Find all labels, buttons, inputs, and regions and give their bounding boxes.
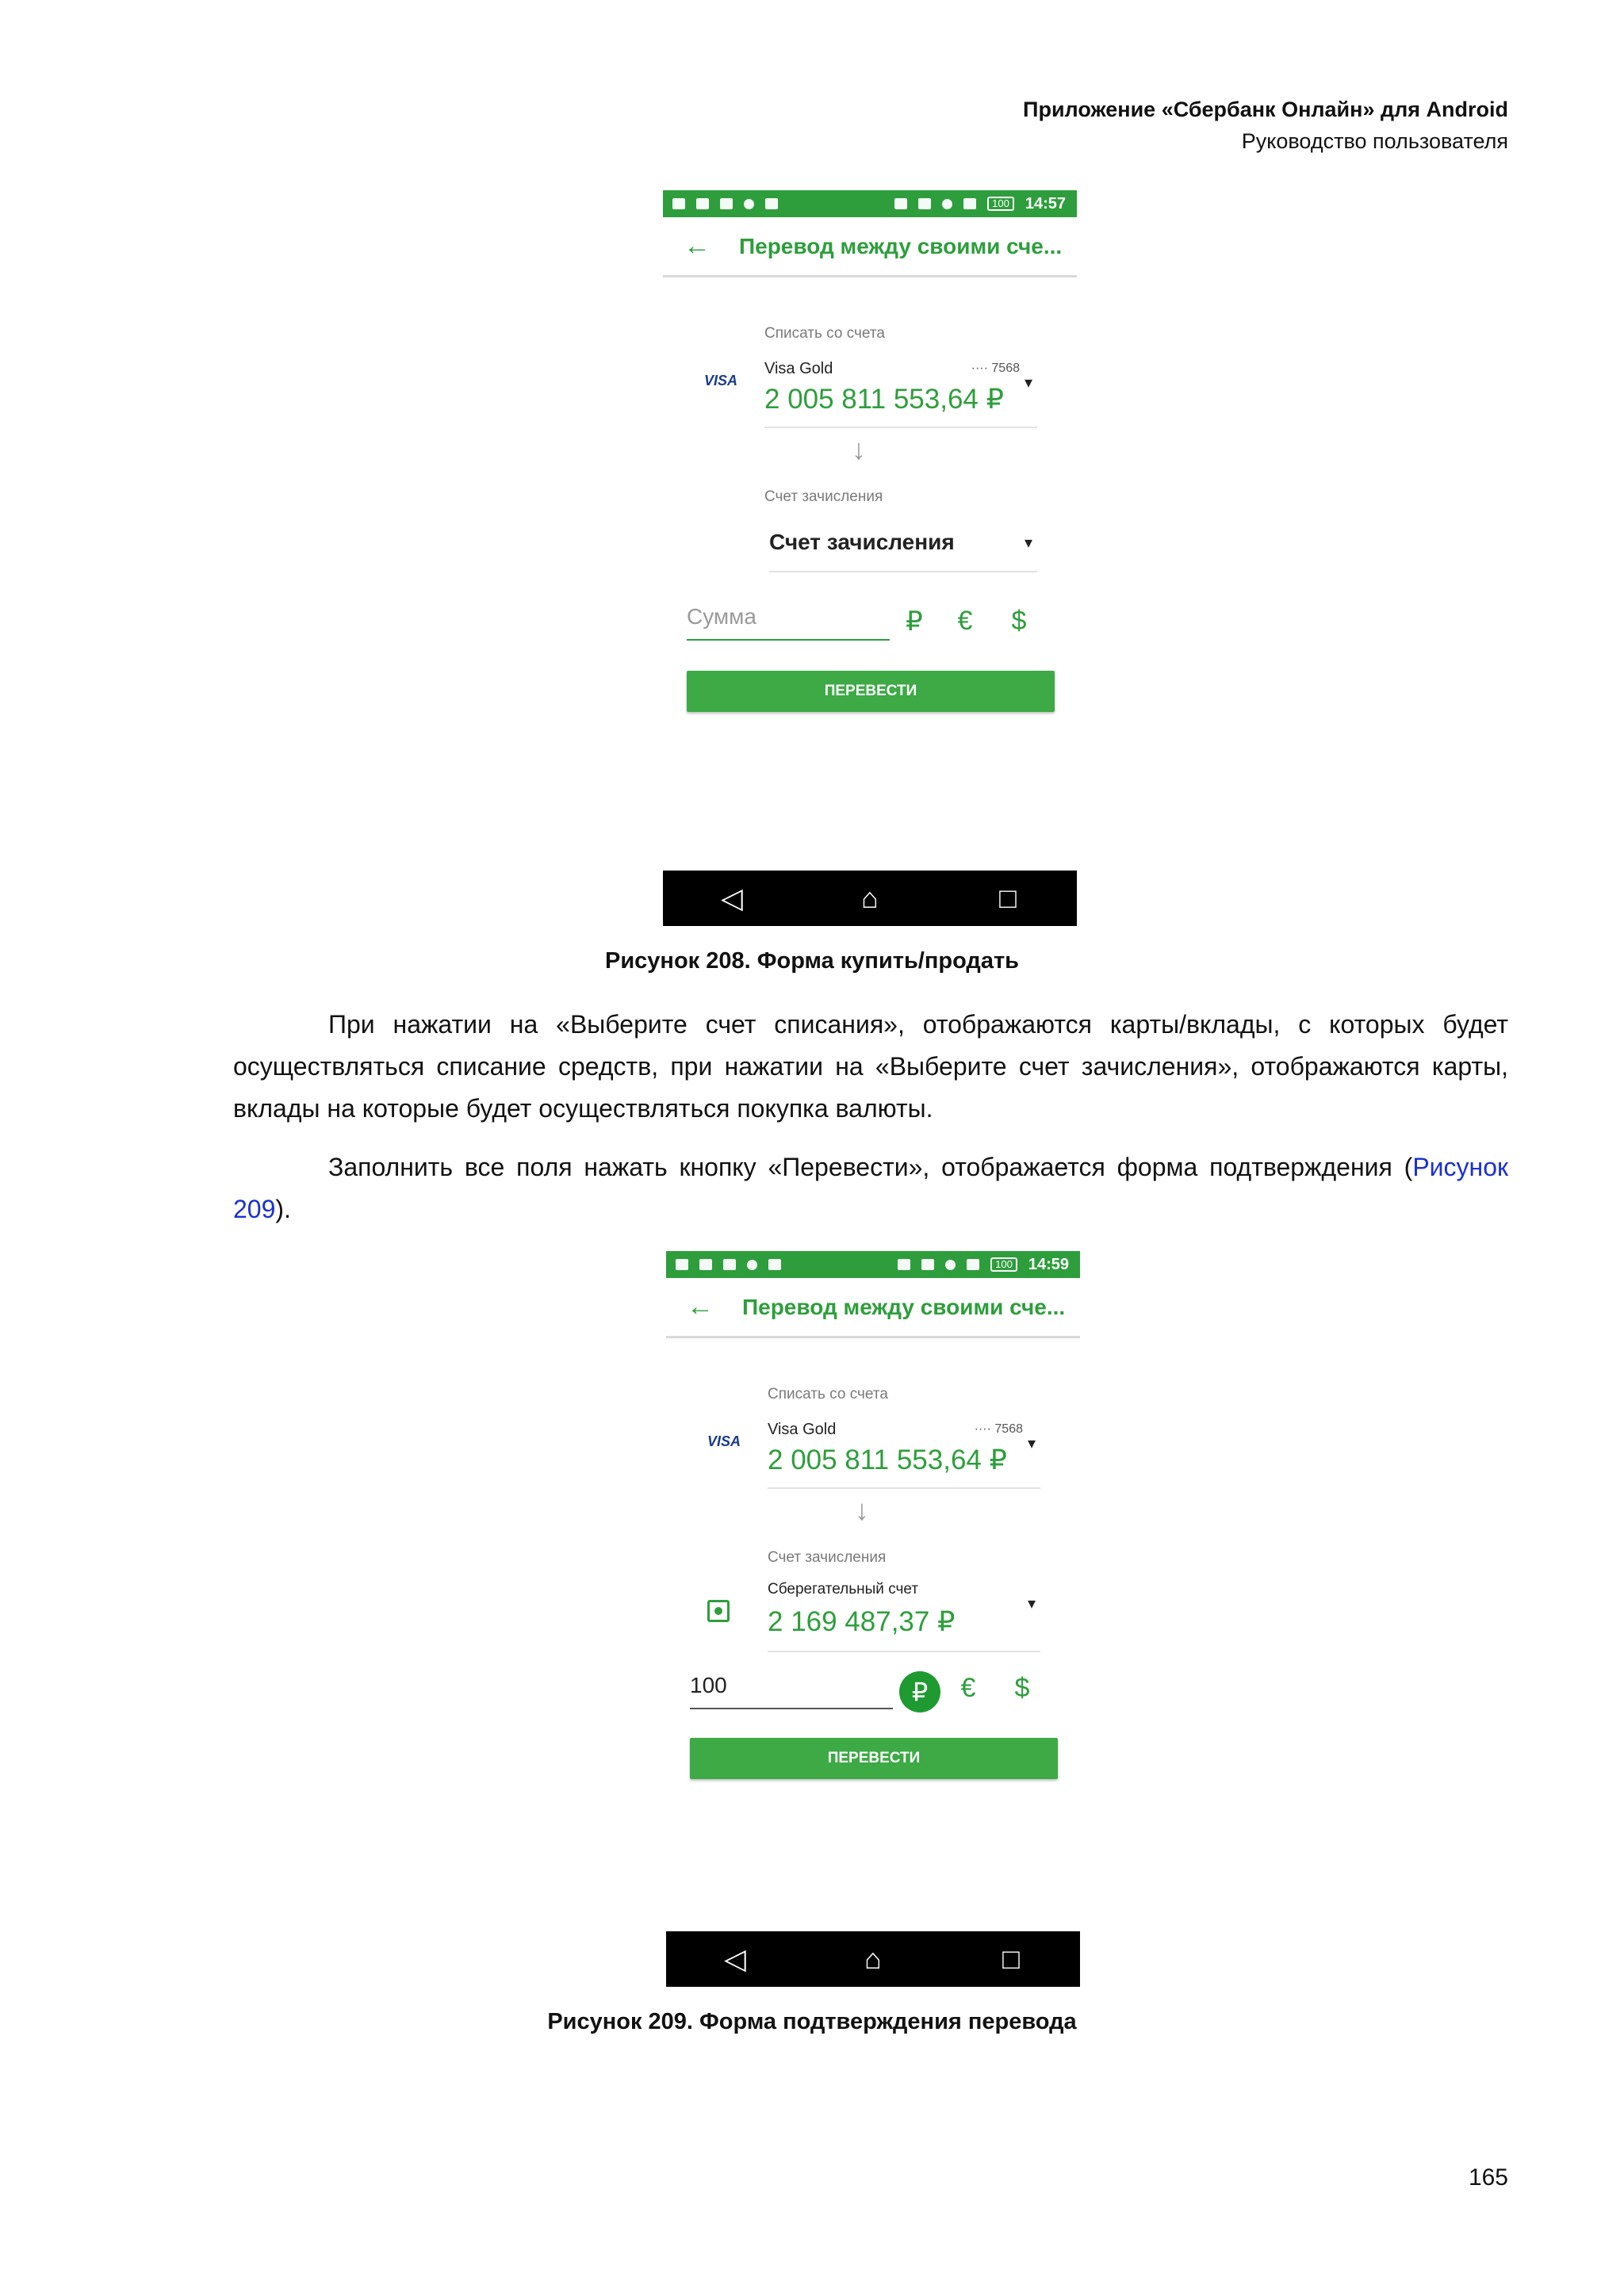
card-icon [765, 198, 778, 209]
transfer-button[interactable]: ПЕРЕВЕСТИ [687, 671, 1055, 712]
bulb-icon [744, 199, 754, 209]
android-nav-bar [663, 871, 1077, 926]
transfer-form [663, 277, 1077, 871]
signal-icon [967, 1259, 979, 1270]
sim-icon [918, 198, 931, 209]
currency-rub-selected[interactable]: ₽ [899, 1671, 940, 1712]
visa-logo-icon: VISA [707, 1433, 741, 1449]
back-arrow-icon[interactable]: ← [684, 231, 710, 261]
visa-logo-icon: VISA [704, 373, 738, 388]
bulb-icon [747, 1260, 757, 1270]
down-arrow-icon: ↓ [855, 1494, 869, 1526]
wifi-icon [945, 1260, 956, 1270]
to-dropdown-icon[interactable]: ▾ [1024, 534, 1032, 552]
mail-icon [696, 198, 709, 209]
paragraph-2-text: Заполнить все поля нажать кнопку «Перевести», отображается форма подтверждения ( [328, 1153, 1413, 1181]
app-bar [663, 217, 1077, 277]
transfer-form [666, 1338, 1080, 1931]
card-number: ···· 7568 [974, 1422, 1023, 1436]
to-label: Счет зачисления [768, 1549, 887, 1566]
status-bar [666, 1251, 1080, 1278]
nav-back-icon[interactable]: ◁ [721, 882, 743, 914]
wifi-icon [942, 199, 952, 209]
signal-icon [963, 198, 976, 209]
to-account-balance[interactable]: 2 169 487,37 ₽ [768, 1606, 956, 1637]
from-dropdown-icon[interactable]: ▾ [1027, 1435, 1036, 1452]
sim-icon [921, 1259, 934, 1270]
nav-home-icon[interactable]: ⌂ [861, 882, 879, 914]
nav-back-icon[interactable]: ◁ [724, 1942, 746, 1975]
paragraph-2 [233, 1146, 1508, 1230]
currency-usd[interactable]: $ [1011, 606, 1027, 636]
nav-home-icon[interactable]: ⌂ [864, 1942, 882, 1975]
currency-rub[interactable]: ₽ [906, 607, 923, 637]
transfer-button[interactable]: ПЕРЕВЕСТИ [690, 1738, 1058, 1779]
card-balance[interactable]: 2 005 811 553,64 ₽ [768, 1445, 1007, 1475]
currency-eur[interactable]: € [957, 606, 973, 636]
android-nav-bar [666, 1931, 1080, 1987]
nav-recent-icon[interactable]: □ [999, 882, 1017, 914]
status-time: 14:57 [1025, 194, 1066, 212]
screen-title: Перевод между своими сче... [742, 1294, 1066, 1319]
vibrate-icon [894, 198, 907, 209]
to-label: Счет зачисления [764, 488, 883, 505]
divider [764, 427, 1037, 428]
figure-209-link[interactable]: Рисунок 209 [233, 1153, 1508, 1223]
page-number: 165 [1468, 2164, 1508, 2191]
card-number: ···· 7568 [971, 362, 1020, 375]
currency-eur[interactable]: € [960, 1673, 976, 1703]
usb-icon [676, 1259, 688, 1270]
from-label: Списать со счета [764, 325, 885, 342]
to-account-name: Сберегательный счет [768, 1581, 919, 1598]
card-balance[interactable]: 2 005 811 553,64 ₽ [764, 384, 1004, 415]
header-doc-type: Руководство пользователя [1241, 129, 1508, 153]
battery-icon: 100 [987, 197, 1014, 211]
image-icon [699, 1259, 712, 1270]
from-dropdown-icon[interactable]: ▾ [1024, 374, 1032, 392]
down-arrow-icon: ↓ [852, 433, 866, 465]
figure-caption-209: Рисунок 209. Форма подтверждения перевода [547, 2009, 1077, 2034]
status-time: 14:59 [1028, 1255, 1069, 1273]
document-header [1023, 94, 1508, 157]
paragraph-2-end: ). [275, 1195, 291, 1223]
paragraph-1 [233, 1004, 1508, 1130]
nav-recent-icon[interactable]: □ [1002, 1942, 1020, 1975]
sum-input[interactable]: 100 [690, 1673, 893, 1709]
mail-icon [723, 1259, 736, 1270]
status-bar [663, 190, 1077, 217]
battery-icon: 100 [990, 1257, 1017, 1272]
sum-input[interactable]: Сумма [687, 604, 890, 641]
currency-usd[interactable]: $ [1014, 1673, 1030, 1703]
back-arrow-icon[interactable]: ← [687, 1292, 714, 1322]
card-name: Visa Gold [768, 1421, 837, 1438]
header-app-title: Приложение «Сбербанк Онлайн» для Android [1023, 98, 1508, 121]
to-account-selector[interactable]: Счет зачисления [769, 530, 955, 554]
phone-screenshot-209 [666, 1251, 1080, 1987]
from-label: Списать со счета [768, 1386, 888, 1402]
vibrate-icon [898, 1259, 910, 1270]
to-dropdown-icon[interactable]: ▾ [1027, 1595, 1036, 1613]
screen-title: Перевод между своими сче... [739, 233, 1063, 258]
paragraph-1-text: При нажатии на «Выберите счет списания», отображаются карты/вклады, с которых будет осуществляться списание средств, при нажатии на «Выберите счет зачисления», отображаются карты, вклады на которые будет осуществляться покупка валюты. [233, 1010, 1508, 1123]
usb-icon [672, 198, 685, 209]
image-icon [720, 198, 733, 209]
phone-screenshot-208 [663, 190, 1077, 926]
divider [769, 571, 1037, 572]
app-bar [666, 1278, 1080, 1338]
divider [768, 1651, 1040, 1652]
divider [768, 1487, 1040, 1489]
savings-account-icon [707, 1600, 730, 1622]
card-name: Visa Gold [764, 360, 833, 377]
figure-caption-208: Рисунок 208. Форма купить/продать [605, 948, 1019, 974]
card-icon [768, 1259, 781, 1270]
